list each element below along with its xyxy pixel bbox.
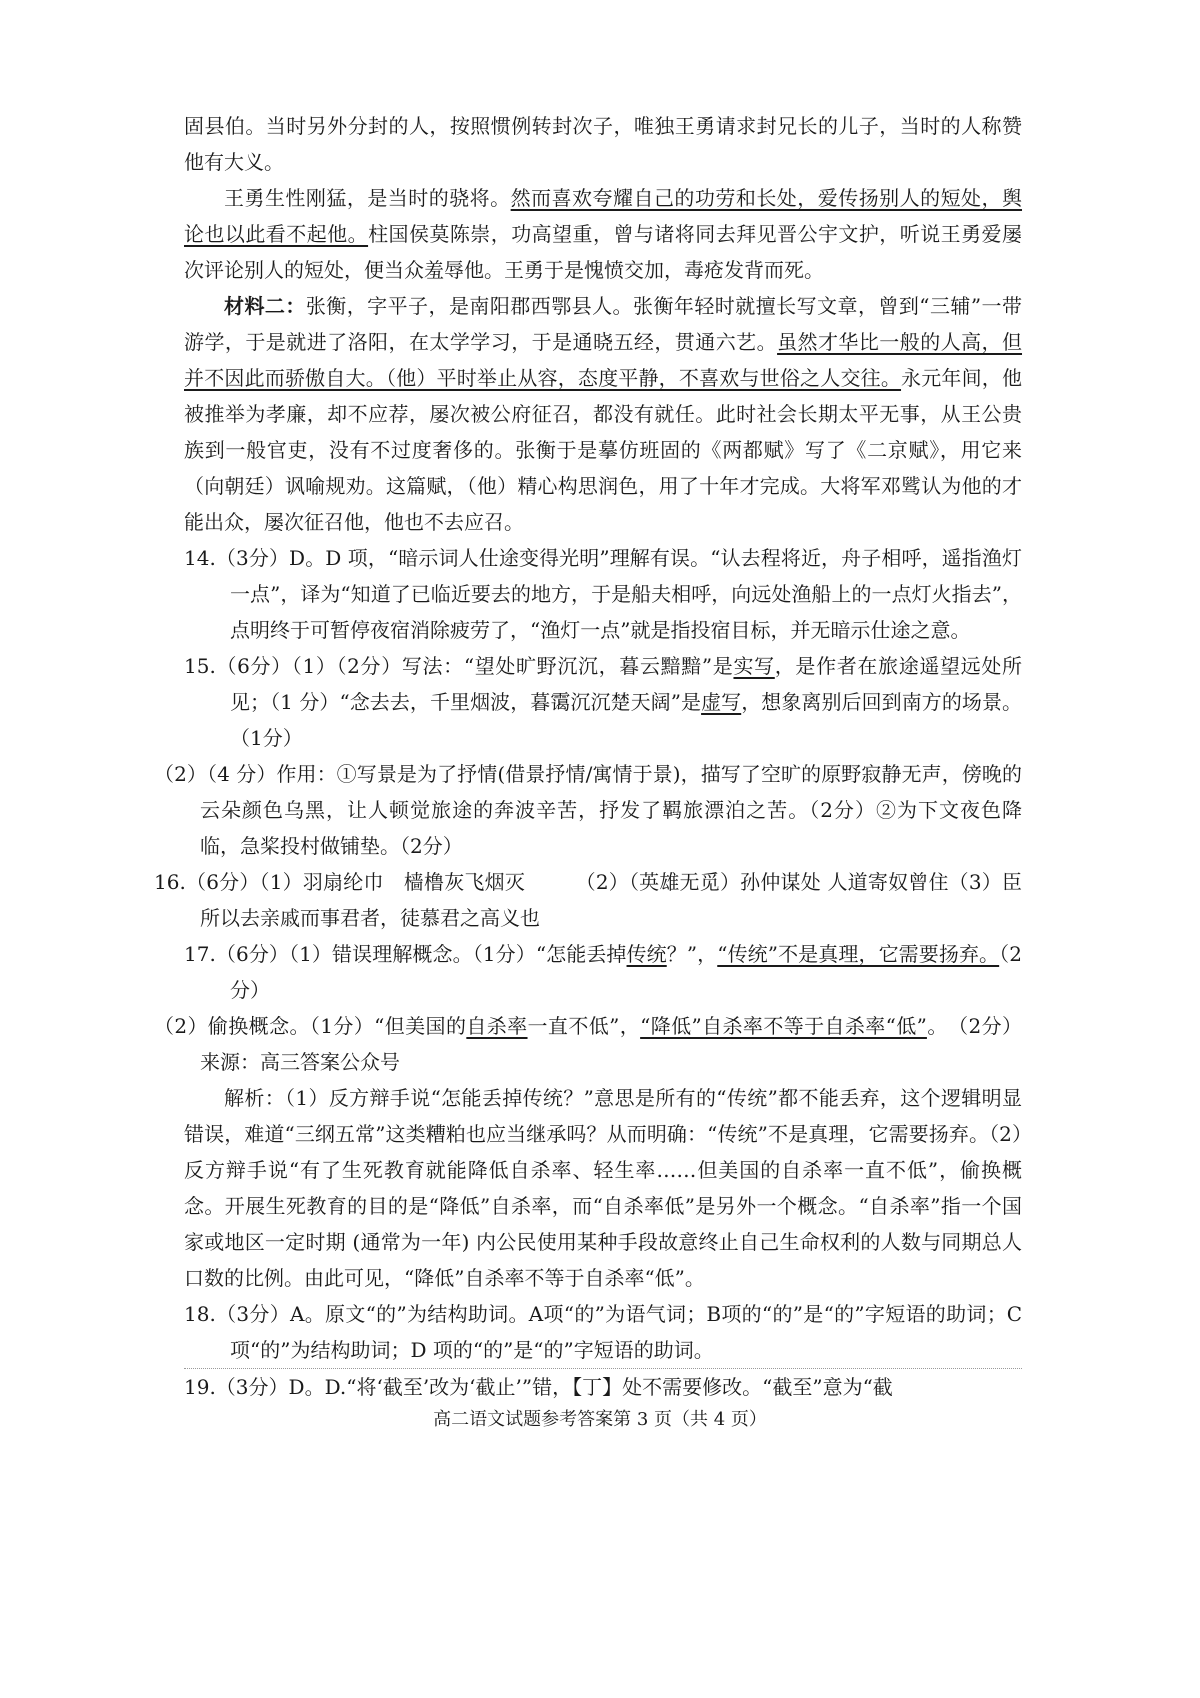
answer-content bbox=[154, 108, 1023, 1405]
answer-14 bbox=[184, 540, 1022, 648]
answer-18 bbox=[184, 1296, 1022, 1369]
underlined-text-run: 然而喜欢夸耀自己的功劳和长处，爱传扬别人的短处，舆论也以此看不起他。 bbox=[184, 186, 1023, 246]
answer-17-part-2 bbox=[154, 1008, 1023, 1080]
text-run: 17.（6分）（1）错误理解概念。（1分）“怎能丢掉 bbox=[184, 942, 627, 966]
answer-19 bbox=[184, 1369, 1022, 1405]
text-run: ，想象离别后回到南方的场景。（1分） bbox=[230, 690, 1023, 750]
underlined-text-run: “降低”自杀率不等于自杀率“低” bbox=[640, 1014, 927, 1038]
text-run: （2）偷换概念。（1分）“但美国的 bbox=[154, 1014, 467, 1038]
page-footer: 高二语文试题参考答案第 3 页（共 4 页） bbox=[433, 1409, 767, 1430]
text-run: （2分） bbox=[230, 942, 1022, 1002]
text-run: 14.（3分）D。D 项，“暗示词人仕途变得光明”理解有误。“认去程将近，舟子相呼，遥指渔灯一点”，译为“知道了已临近要去的地方，于是船夫相呼，向远处渔船上的一点灯火指去”，点明终于可暂停夜宿消除疲劳了，“渔灯一点”就是指投宿目标，并无暗示仕途之意。 bbox=[184, 546, 1022, 642]
underlined-text-run: 实写 bbox=[733, 654, 775, 678]
translation-paragraph-wang-yong-end bbox=[184, 108, 1022, 180]
underlined-text-run: 虚写 bbox=[701, 690, 742, 714]
text-run: 16.（6分）（1）羽扇纶巾 樯橹灰飞烟灭 （2）（英雄无觅）孙仲谋处 人道寄奴曾住（3）臣所以去亲戚而事君者，徒慕君之高义也 bbox=[154, 870, 1022, 930]
underlined-text-run: 自杀率 bbox=[466, 1014, 528, 1038]
text-run: ？”， bbox=[666, 942, 718, 966]
text-run: 张衡，字平子，是南阳郡西鄂县人。张衡年轻时就擅长写文章，曾到“三辅”一带游学，于是就进了洛阳，在太学学习，于是通晓五经，贯通六艺。 bbox=[184, 294, 1023, 354]
translation-material-two bbox=[184, 288, 1022, 540]
text-run: 解析：（1）反方辩手说“怎能丢掉传统？”意思是所有的“传统”都不能丢弃，这个逻辑明显错误，难道“三纲五常”这类糟粕也应当继承吗？从而明确：“传统”不是真理，它需要扬弃。（2）反方辩手说“有了生死教育就能降低自杀率、轻生率……但美国的自杀率一直不低”，偷换概念。开展生死教育的目的是“降低”自杀率，而“自杀率低”是另外一个概念。“自杀率”指一个国家或地区一定时期 (通常为一年) 内公民使用某种手段故意终止自己生命权利的人数与同期总人口数的比例。由此可见，“降低”自杀率不等于自杀率“低”。 bbox=[184, 1086, 1022, 1290]
answer-17-explanation bbox=[184, 1080, 1022, 1296]
answer-15-part-2 bbox=[154, 756, 1022, 864]
answer-16 bbox=[154, 864, 1022, 936]
translation-paragraph-wang-yong-character bbox=[184, 180, 1022, 288]
text-run: 永元年间，他被推举为孝廉，却不应荐，屡次被公府征召，都没有就任。此时社会长期太平无事，从王公贵族到一般官吏，没有不过度奢侈的。张衡于是摹仿班固的《两都赋》写了《二京赋》，用它来（向朝廷）讽喻规劝。这篇赋，（他）精心构思润色，用了十年才完成。大将军邓骘认为他的才能出众，屡次征召他，他也不去应召。 bbox=[184, 366, 1023, 534]
underlined-text-run: 虽然才华比一般的人高，但并不因此而骄傲自大。（他）平时举止从容，态度平静，不喜欢与世俗之人交往。 bbox=[184, 330, 1023, 390]
underlined-text-run: 传统 bbox=[626, 942, 667, 966]
bold-label: 材料二： bbox=[224, 294, 306, 318]
text-run: （2）（4 分）作用：①写景是为了抒情(借景抒情/寓情于景)，描写了空旷的原野寂静无声，傍晚的云朵颜色乌黑，让人顿觉旅途的奔波辛苦，抒发了羁旅漂泊之苦。（2分）②为下文夜色降临，急桨投村做铺垫。（2分） bbox=[154, 762, 1022, 858]
text-run: 固县伯。当时另外分封的人，按照惯例转封次子，唯独王勇请求封兄长的儿子，当时的人称赞他有大义。 bbox=[184, 114, 1022, 174]
text-run: 。 （2分）来源：高三答案公众号 bbox=[200, 1014, 1023, 1074]
text-run: 一直不低”， bbox=[527, 1014, 641, 1038]
text-run: 15.（6分）（1）（2分）写法：“望处旷野沉沉，暮云黯黯”是 bbox=[184, 654, 734, 678]
text-run: 19.（3分）D。D.“将‘截至’改为‘截止’”错，【丁】处不需要修改。“截至”意为“截 bbox=[184, 1375, 893, 1399]
text-run: 柱国侯莫陈崇，功高望重，曾与诸将同去拜见晋公宇文护，听说王勇爱屡次评论别人的短处，便当众羞辱他。王勇于是愧愤交加，毒疮发背而死。 bbox=[184, 222, 1023, 282]
answer-17-part-1 bbox=[184, 936, 1022, 1008]
text-run: 18.（3分）A。原文“的”为结构助词。A项“的”为语气词；B项的“的”是“的”字短语的助词；C 项“的”为结构助词；D 项的“的”是“的”字短语的助词。 bbox=[184, 1302, 1022, 1362]
answer-15-part-1 bbox=[184, 648, 1022, 756]
text-run: 王勇生性刚猛，是当时的骁将。 bbox=[224, 186, 511, 210]
underlined-text-run: “传统”不是真理，它需要扬弃。 bbox=[717, 942, 1000, 966]
text-run: ，是作者在旅途遥望远处所见；（1 分）“念去去，千里烟波，暮霭沉沉楚天阔”是 bbox=[230, 654, 1022, 714]
